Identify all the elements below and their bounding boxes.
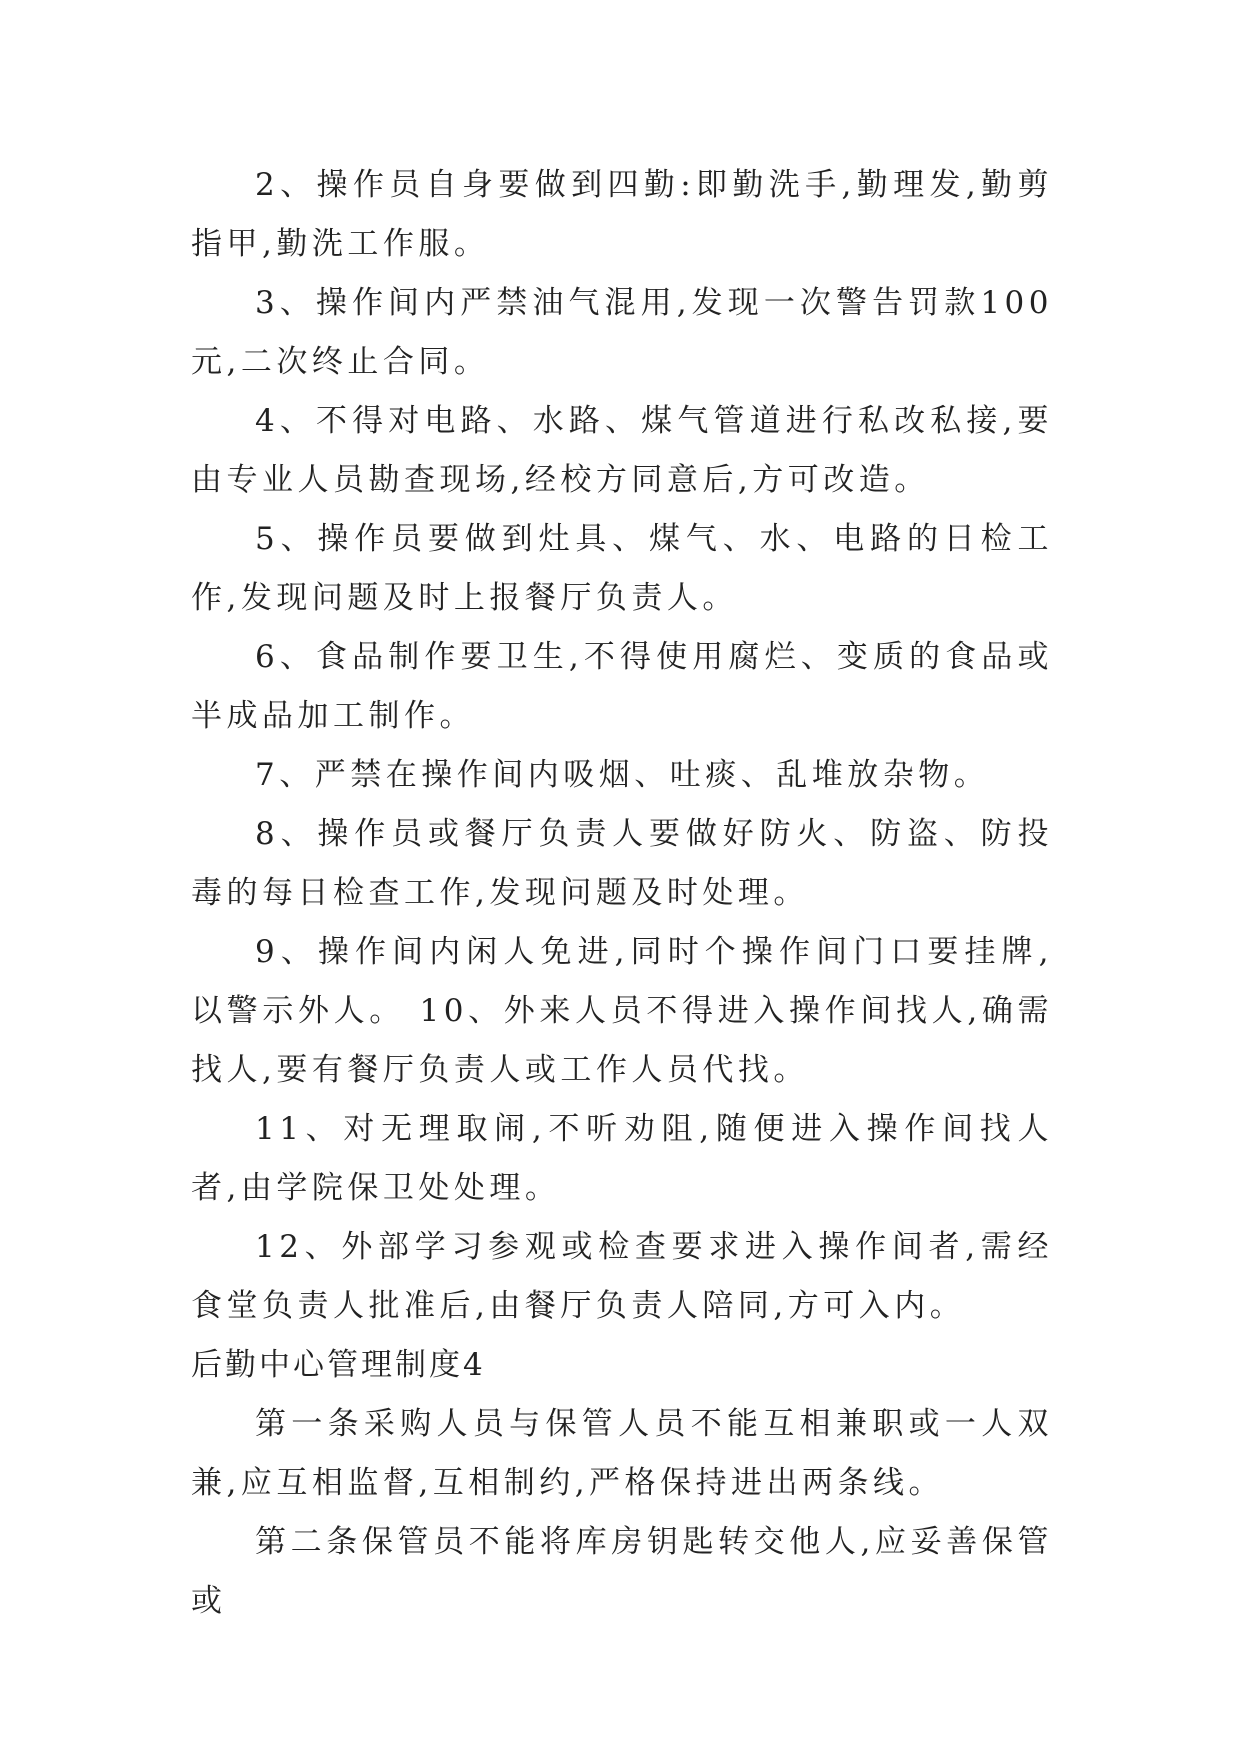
paragraph-rule-12: 12、外部学习参观或检查要求进入操作间者,需经食堂负责人批准后,由餐厅负责人陪同,方可入内。 <box>191 1229 1053 1324</box>
paragraph-rule-2: 2、操作员自身要做到四勤:即勤洗手,勤理发,勤剪指甲,勤洗工作服。 <box>191 167 1053 262</box>
paragraph-rule-4: 4、不得对电路、水路、煤气管道进行私改私接,要由专业人员勘查现场,经校方同意后,方可改造。 <box>191 403 1053 498</box>
paragraph-article-2: 第二条保管员不能将库房钥匙转交他人,应妥善保管或 <box>191 1524 1053 1619</box>
paragraph-rule-11: 11、对无理取闹,不听劝阻,随便进入操作间找人者,由学院保卫处处理。 <box>191 1111 1053 1206</box>
document-body <box>191 156 1053 1631</box>
paragraph-rule-5: 5、操作员要做到灶具、煤气、水、电路的日检工作,发现问题及时上报餐厅负责人。 <box>191 521 1053 616</box>
paragraph-rule-9-10: 9、操作间内闲人免进,同时个操作间门口要挂牌,以警示外人。 10、外来人员不得进入操作间找人,确需找人,要有餐厅负责人或工作人员代找。 <box>191 934 1053 1088</box>
paragraph-article-1: 第一条采购人员与保管人员不能互相兼职或一人双兼,应互相监督,互相制约,严格保持进出两条线。 <box>191 1406 1053 1501</box>
paragraph-rule-8: 8、操作员或餐厅负责人要做好防火、防盗、防投毒的每日检查工作,发现问题及时处理。 <box>191 816 1053 911</box>
paragraph-rule-3: 3、操作间内严禁油气混用,发现一次警告罚款100元,二次终止合同。 <box>191 285 1053 380</box>
paragraph-rule-7: 7、严禁在操作间内吸烟、吐痰、乱堆放杂物。 <box>255 757 990 793</box>
section-heading: 后勤中心管理制度4 <box>191 1347 486 1383</box>
paragraph-rule-6: 6、食品制作要卫生,不得使用腐烂、变质的食品或半成品加工制作。 <box>191 639 1053 734</box>
